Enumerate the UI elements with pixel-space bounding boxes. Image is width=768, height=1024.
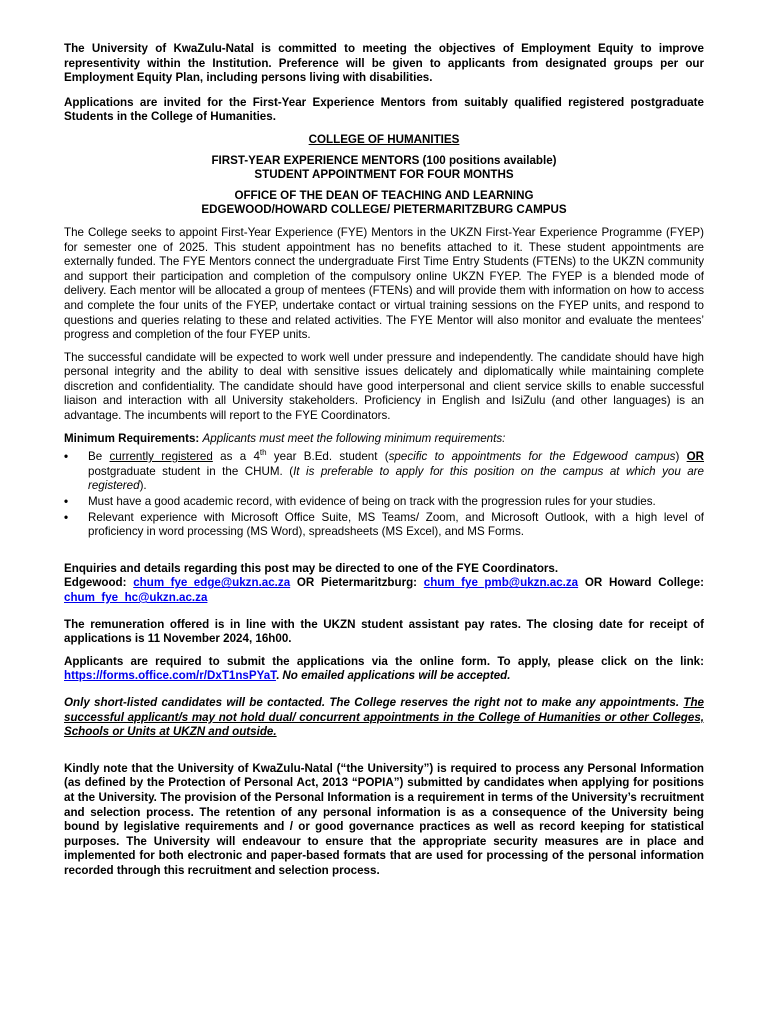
requirements-label: Minimum Requirements:	[64, 431, 200, 445]
enquiries-intro: Enquiries and details regarding this post may be directed to one of the FYE Coordinators.	[64, 561, 559, 575]
office-title: OFFICE OF THE DEAN OF TEACHING AND LEARNING	[234, 188, 534, 202]
heading-position	[64, 154, 704, 183]
appointment-duration: STUDENT APPOINTMENT FOR FOUR MONTHS	[254, 168, 514, 182]
requirements-heading	[64, 432, 704, 447]
campus-title: EDGEWOOD/HOWARD COLLEGE/ PIETERMARITZBURG CAMPUS	[201, 203, 567, 217]
list-item: • Must have a good academic record, with evidence of being on track with the progression rules for your studies.	[64, 495, 656, 509]
description-paragraph: The College seeks to appoint First-Year Experience (FYE) Mentors in the UKZN First-Year Experience Programme (FYEP) for semester one of 2025. This student appointment has no benefits attached to it. These student appointments are externally funded. The FYE Mentors connect the undergraduate First Time Entry Students (FTENs) to the UKZN community and support their participation and completion of the compulsory online UKZN FYEP. The FYEP is a blended mode of delivery. Each mentor will be allocated a group of mentees (FTENs) and will provide them with information on how to access and complete the four units of the FYEP, undertake contact or virtual training sessions on the FYEP units, and respond to questions and queries relating to these and related activities. The FYE Mentor will also monitor and evaluate the mentees’ progress and completion of the four FYEP units.	[64, 225, 704, 342]
candidate-paragraph: The successful candidate will be expected to work well under pressure and independently. The candidate should have high personal integrity and the ability to deal with sensitive issues delicately and diplomatically while maintaining complete discretion and confidentiality. The candidate should have good interpersonal and client service skills to enable successful liaison and interaction with all University stakeholders. Proficiency in English and IsiZulu (and other languages) is an advantage. The incumbents will report to the FYE Coordinators.	[64, 350, 704, 423]
requirements-intro: Applicants must meet the following minimum requirements:	[202, 431, 506, 445]
no-email-note: No emailed applications will be accepted.	[279, 669, 511, 683]
equity-statement: The University of KwaZulu-Natal is committed to meeting the objectives of Employment Equity to improve representivity within the Institution. Preference will be given to applicants from designated groups per our Employment Equity Plan, including persons living with disabilities.	[64, 42, 704, 85]
invitation-statement: Applications are invited for the First-Year Experience Mentors from suitably qualified registered postgraduate Students in the College of Humanities.	[64, 95, 704, 124]
application-form-link[interactable]: https://forms.office.com/r/DxT1nsPYaT	[64, 669, 276, 683]
college-title: COLLEGE OF HUMANITIES	[308, 132, 460, 146]
list-item: • Be currently registered as a 4th year B.Ed. student (specific to appointments for the Edgewood campus) OR postgraduate student in the CHUM. (It is preferable to apply for this position on the campus at which you are registered).	[64, 448, 705, 493]
popia-statement: Kindly note that the University of KwaZulu-Natal (“the University”) is required to process any Personal Information (as defined by the Protection of Personal Act, 2013 “POPIA”) submitted by candidates when applying for positions at the University. The provision of the Personal Information is a requirement in terms of the University’s recruitment and selection process. The retention of any personal information is as a consequence of the University being bound by legislative requirements and / or good governance practices as well as record keeping for statistical purposes. The University will endeavour to ensure that the appropriate security measures are in place and implemented for both electronic and paper-based formats that are used for processing of the personal information recorded through this recruitment and selection process.	[64, 761, 704, 877]
pmb-email-link[interactable]: chum_fye_pmb@ukzn.ac.za	[423, 576, 579, 590]
currently-registered: currently registered	[109, 450, 213, 464]
hc-email-link[interactable]: chum_fye_hc@ukzn.ac.za	[64, 591, 208, 604]
heading-college	[64, 133, 704, 148]
requirements-list	[64, 450, 704, 540]
or-emphasis: OR	[686, 450, 705, 464]
enquiries-block: Enquiries and details regarding this post may be directed to one of the FYE Coordinators. Edgewood: chum_fye_edge@ukzn.ac.za OR Pietermaritzburg: chum_fye_pmb@ukzn.ac.za OR Howard College: chum_fye_hc@ukzn.ac.za	[64, 561, 704, 604]
bullet-icon: •	[64, 450, 69, 464]
remuneration-statement: The remuneration offered is in line with the UKZN student assistant pay rates. The closing date for receipt of applications is 11 November 2024, 16h00.	[64, 617, 704, 646]
heading-office	[64, 189, 704, 218]
apply-statement: Applicants are required to submit the applications via the online form. To apply, please click on the link: https://forms.office.com/r/DxT1nsPYaT. No emailed applications will be accepted.	[64, 654, 704, 683]
list-item: • Relevant experience with Microsoft Office Suite, MS Teams/ Zoom, and Microsoft Outlook, with a high level of proficiency in word processing (MS Word), spreadsheets (MS Excel), and MS Forms.	[64, 510, 704, 539]
edgewood-email-link[interactable]: chum_fye_edge@ukzn.ac.za	[133, 576, 291, 590]
shortlist-statement: Only short-listed candidates will be contacted. The College reserves the right not to make any appointments. The successful applicant/s may not hold dual/ concurrent appointments in the College of Humanities or other Colleges, Schools or Units at UKZN and outside.	[64, 695, 704, 739]
dual-appointment-note: The successful applicant/s may not hold dual/ concurrent appointments in the College of Humanities or other Colleges, Schools or Units at UKZN and outside.	[64, 695, 704, 739]
bullet-icon: •	[64, 510, 69, 524]
bullet-icon: •	[64, 495, 69, 509]
position-title: FIRST-YEAR EXPERIENCE MENTORS (100 positions available)	[211, 153, 557, 167]
